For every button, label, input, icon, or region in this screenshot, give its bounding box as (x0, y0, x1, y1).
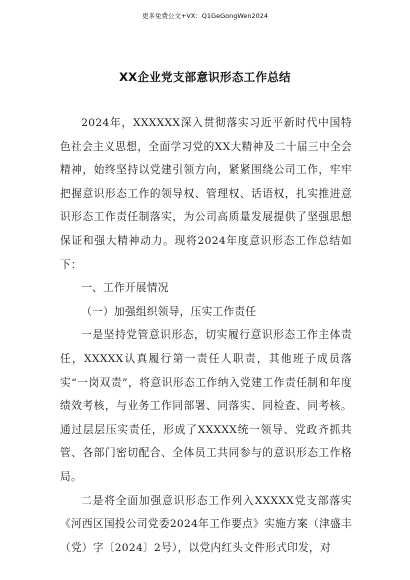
header-note: 更多免费公文+VX：Q1GeGongWen2024 (141, 12, 269, 20)
body-paragraph: 一是坚持党管意识形态，切实履行意识形态工作主体责任，XXXXX认真履行第一责任人职责，其他班子成员落实“一岗双责”，将意识形态工作纳入党建工作责任制和年度绩效考核，与业务工作同部署、同落实、同检查、同考核。通过层层压实责任，形成了XXXXX统一领导、党政齐抓共管、各部门密切配合、全体员工共同参与的意识形态工作格局。 (60, 329, 352, 483)
document-body (60, 112, 352, 560)
intro-paragraph: 2024年，XXXXXX深入贯彻落实习近平新时代中国特色社会主义思想，全面学习党的XX大精神及二十届三中全会精神，始终坚持以党建引领方向，紧紧围绕公司工作，牢牢把握意识形态工作的领导权、管理权、话语权，扎实推进意识形态工作责任制落实，为公司高质量发展提供了坚强思想保证和强大精神动力。现将2024年度意识形态工作总结如下： (60, 117, 352, 271)
document-title: XX企业党支部意识形态工作总结 (119, 70, 291, 84)
body-paragraph: 二是将全面加强意识形态工作列入XXXXX党支部落实《河西区国投公司党委2024年工作要点》实施方案（津盛丰（党）字〔2024〕2号），以党内红头文件形式印发，对 (60, 494, 352, 554)
section-heading: 一、工作开展情况 (81, 282, 169, 295)
subsection-heading: （一）加强组织领导，压实工作责任 (81, 305, 257, 318)
